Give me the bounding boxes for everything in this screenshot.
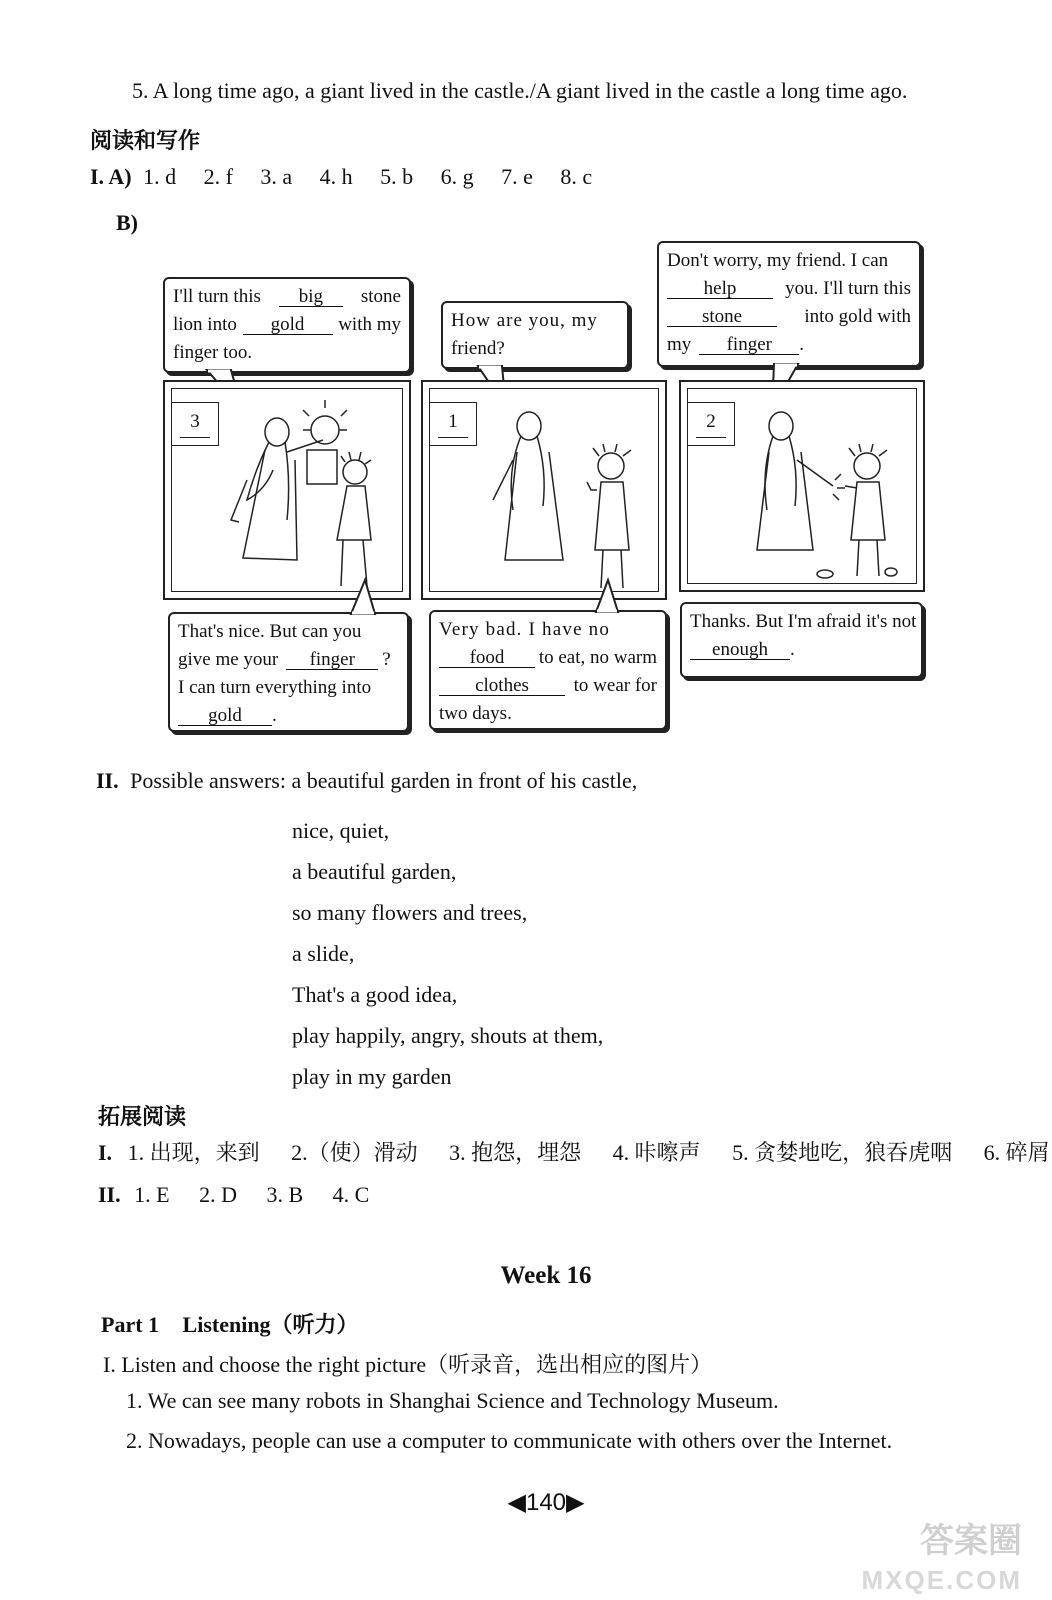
answer-item: 8. c bbox=[560, 164, 593, 189]
answer-item: 2.（使）滑动 bbox=[291, 1140, 418, 1165]
ext-answers-2-prefix: II. bbox=[98, 1182, 121, 1207]
answer-item: 4. C bbox=[332, 1182, 370, 1207]
panel-number-box bbox=[429, 402, 477, 446]
comic-panel bbox=[163, 380, 411, 600]
answer-item: 1. d bbox=[143, 164, 177, 189]
answer-line: nice, quiet, bbox=[292, 818, 390, 843]
answer-fill: help bbox=[667, 279, 773, 299]
watermark-logo: 答案圈 bbox=[920, 1522, 1022, 1560]
answer-item: 6. g bbox=[440, 164, 474, 189]
answer-item: 3. a bbox=[260, 164, 293, 189]
answer-item: 4. 咔嚓声 bbox=[612, 1140, 701, 1165]
panel-number-box bbox=[171, 402, 219, 446]
speech-bubble bbox=[168, 612, 409, 732]
bubble-text: . bbox=[272, 705, 277, 726]
watermark-url: MXQE.COM bbox=[861, 1565, 1022, 1595]
bubble-tail bbox=[588, 580, 628, 614]
section-heading-reading-writing: 阅读和写作 bbox=[90, 128, 201, 153]
bubble-text: finger too. bbox=[173, 342, 253, 363]
bubble-text: . bbox=[790, 639, 795, 660]
answer-line: so many flowers and trees, bbox=[292, 900, 528, 925]
speech-bubble bbox=[657, 241, 921, 367]
bubble-text: How are you, my bbox=[451, 310, 598, 331]
comic-panel bbox=[679, 380, 925, 592]
answers-2-first-line bbox=[96, 768, 637, 794]
answers-2-list bbox=[292, 810, 603, 1097]
bubble-text: Thanks. But I'm afraid it's not bbox=[690, 611, 917, 632]
answer-item: 5. 贪婪地吃，狼吞虎咽 bbox=[732, 1140, 953, 1165]
speech-bubble bbox=[429, 610, 667, 730]
section-heading-extended-reading: 拓展阅读 bbox=[98, 1104, 187, 1129]
bubble-text: friend? bbox=[451, 338, 505, 359]
answers-1b-label: B) bbox=[116, 210, 138, 235]
bubble-text: stone bbox=[360, 286, 401, 307]
comic-panel bbox=[421, 380, 667, 600]
part-heading bbox=[101, 1308, 359, 1339]
bubble-text: give me your bbox=[178, 649, 279, 670]
answer-fill: gold bbox=[243, 315, 333, 335]
panel-number: 3 bbox=[180, 407, 210, 438]
answer-item: 5. b bbox=[380, 164, 414, 189]
giant-and-boy-illustration bbox=[741, 390, 921, 590]
page-number: ◀140▶ bbox=[507, 1489, 585, 1516]
answer-fill: enough bbox=[690, 640, 790, 660]
answer-item: 7. e bbox=[501, 164, 533, 189]
speech-bubble bbox=[441, 301, 629, 369]
listening-heading: I. Listen and choose the right picture（听录音，选出相应的图片） bbox=[103, 1352, 713, 1377]
part-label: Part 1 bbox=[101, 1312, 160, 1337]
speech-bubble bbox=[163, 277, 411, 373]
bubble-text: into gold with bbox=[804, 306, 911, 327]
bubble-text: ? bbox=[382, 649, 391, 670]
giant-and-boy-illustration bbox=[483, 390, 663, 595]
bubble-text: . bbox=[799, 334, 805, 355]
listening-item: 2. Nowadays, people can use a computer to communicate with others over the Internet. bbox=[126, 1428, 893, 1453]
answer-fill: finger bbox=[699, 335, 799, 355]
answer-item: 4. h bbox=[319, 164, 353, 189]
answer-line: That's a good idea, bbox=[292, 982, 458, 1007]
listening-item: 1. We can see many robots in Shanghai Science and Technology Museum. bbox=[126, 1388, 779, 1413]
bubble-text: lion into bbox=[173, 314, 237, 335]
answer-item: 2. f bbox=[203, 164, 233, 189]
answer-fill: finger bbox=[286, 650, 378, 670]
ext-answers-1-prefix: I. bbox=[98, 1140, 113, 1165]
answer-item: 2. D bbox=[199, 1182, 237, 1207]
bubble-text: to wear for bbox=[573, 675, 657, 696]
answer-line-5: 5. A long time ago, a giant lived in the castle./A giant lived in the castle a long time ago. bbox=[132, 78, 908, 103]
answer-item: 1. E bbox=[134, 1182, 170, 1207]
panel-number: 1 bbox=[438, 407, 468, 438]
giant-and-boy-illustration bbox=[225, 390, 405, 595]
bubble-tail bbox=[345, 580, 385, 616]
bubble-text: my bbox=[667, 334, 692, 355]
week-title: Week 16 bbox=[500, 1262, 592, 1289]
answers-2-text: Possible answers: a beautiful garden in front of his castle, bbox=[130, 768, 638, 793]
answer-fill: stone bbox=[667, 307, 777, 327]
answer-fill: big bbox=[279, 287, 343, 307]
answers-1a bbox=[90, 164, 592, 190]
answers-2-prefix: II. bbox=[96, 768, 119, 793]
bubble-text: I'll turn this bbox=[173, 286, 261, 307]
answer-fill: clothes bbox=[439, 676, 565, 696]
bubble-text: two days. bbox=[439, 703, 512, 724]
answers-1a-prefix: I. A) bbox=[90, 164, 132, 189]
ext-answers-1 bbox=[98, 1136, 1050, 1167]
answer-fill: gold bbox=[178, 706, 272, 726]
answer-line: play in my garden bbox=[292, 1064, 452, 1089]
bubble-text: with my bbox=[338, 314, 401, 335]
panel-number: 2 bbox=[696, 407, 726, 438]
answer-line: a beautiful garden, bbox=[292, 859, 457, 884]
speech-bubble bbox=[680, 602, 923, 678]
panel-number-box bbox=[687, 402, 735, 446]
answer-item: 3. B bbox=[266, 1182, 304, 1207]
bubble-text: I can turn everything into bbox=[178, 677, 372, 698]
answer-line: a slide, bbox=[292, 941, 355, 966]
bubble-text: Don't worry, my friend. I can bbox=[667, 250, 889, 271]
bubble-text: to eat, no warm bbox=[538, 647, 657, 668]
ext-answers-2 bbox=[98, 1182, 369, 1208]
bubble-text: you. I'll turn this bbox=[785, 278, 911, 299]
answer-item: 1. 出现，来到 bbox=[127, 1140, 260, 1165]
answer-fill: food bbox=[439, 648, 535, 668]
answer-line: play happily, angry, shouts at them, bbox=[292, 1023, 604, 1048]
bubble-text: Very bad. I have no bbox=[439, 619, 611, 640]
bubble-text: That's nice. But can you bbox=[178, 621, 362, 642]
answer-item: 3. 抱怨，埋怨 bbox=[449, 1140, 582, 1165]
answer-item: 6. 碎屑 bbox=[983, 1140, 1050, 1165]
part-title: Listening（听力） bbox=[182, 1312, 359, 1337]
